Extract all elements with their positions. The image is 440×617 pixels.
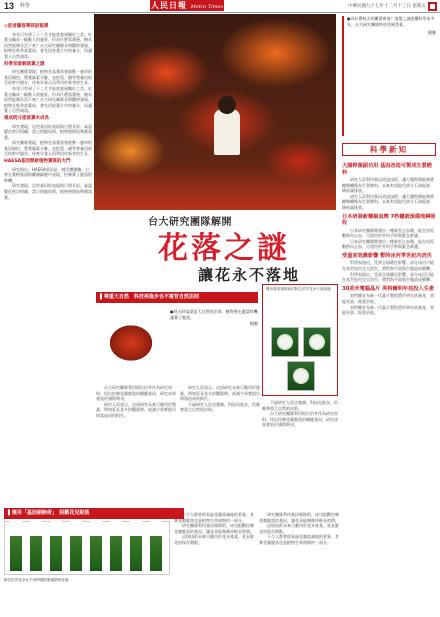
plant-image-5 [90, 521, 102, 571]
news-body-1: 研究人員利用基因改造技術，讓大腸桿菌能夠將糖類轉換為生質燃料，未來有望取代部分石油能源，降低碳排放。 [342, 177, 434, 194]
mid-quote-text: ●秋天時落葉是大自然的法則，植物會在適當時機讓葉子脫落。 [170, 309, 258, 320]
bottom-col-2-text-c: 不少人都曾經看過花瓣落滿地的景象，其實花瓣脫落也是植物生命週期的一部分。 [259, 534, 339, 545]
logo-subtext: Metro Times [190, 4, 224, 10]
person-figure [214, 109, 240, 155]
flower-image-3 [287, 361, 315, 391]
news-body-4b: 英特爾宣布新一代晶片製程將於明年底量產，效能更高、耗電更低。 [342, 304, 434, 316]
plant-image-4 [70, 521, 82, 571]
news-body-3: 科學家指出，受到全球暖化影響，部分冰河可能在本世紀內完全消失，將對海平面與生態造成衝擊。 [342, 260, 434, 272]
section-bar-nature: ▌尊重大自然 科技再進步也不違背自然法則 [96, 292, 258, 303]
section-bar-gene: ▌運用「基因剔除術」 阻斷花兒脫落 [4, 508, 184, 519]
flower-image-2 [303, 327, 331, 357]
mid-quote [170, 309, 258, 379]
pull-quote-text: ●為什麼秋天的楓葉會落？落葉之謎困擾科學家多年，台大研究團隊終於找到答案。 [347, 16, 435, 27]
science-news-title: 科學新知 [342, 143, 436, 156]
news-body-2b: 日本研究團隊開發出一種新型止血劑，能在短短數秒內止血，可望用於外科手術與緊急救護。 [342, 238, 434, 250]
mid-col-3-text-b: 台大研究團隊利用阿拉伯芥作為研究材料，找出控制花瓣脫落的關鍵基因，研究成果發表於國際期刊。 [262, 411, 338, 428]
headline-subtitle: 讓花永不落地 [198, 266, 301, 284]
newspaper-logo [150, 0, 224, 11]
page-header [0, 0, 440, 13]
plant-image-2 [30, 521, 42, 571]
left-body-2: 研究團隊發現，植物在落葉前會啟動一連串的基因調控，將葉綠素分解，並把氮、磷等營養回收至枝幹中儲存，待來年春天再利用於新芽的生長。 [4, 69, 92, 86]
plant-image-6 [110, 521, 122, 571]
header-square-icon [428, 2, 437, 11]
bottom-col-1-text-c: 這項技術未來可應用於花卉產業，延長鮮花的保存期限。 [174, 534, 254, 545]
left-subhead-1: 科學家破解落葉之謎 [4, 61, 45, 67]
left-body-4b: 研究發現，這些基因的表現與日照長短、氣溫變化密切相關，當日照縮短時，植物便開始準備落葉。 [4, 183, 92, 200]
plant-image-7 [130, 521, 142, 571]
plant-photo-caption: 阿拉伯芥花朵在不同時期的脫落情形比較 [4, 578, 69, 582]
news-body-3b: 科學家指出，受到全球暖化影響，部分冰河可能在本世紀內完全消失，將對海平面與生態造成衝擊。 [342, 271, 434, 283]
left-body-3b: 研究團隊發現，植物在落葉前會啟動一連串的基因調控，將葉綠素分解，並把氮、磷等營養回收至枝幹中儲存，待來年春天再利用於新芽的生長。 [4, 140, 92, 157]
person-head [218, 96, 236, 114]
left-body-2b: 每年只有到了十二月才能欣賞到楓紅之美。紅葉交織成一幅動人的風景，但為什麼落葉後，樹木依然能夠存活下來？台大研究團隊長期觀察發現，植物在秋季落葉前，會先回收葉片中的養分，再讓葉子自然凋落。 [4, 85, 92, 114]
plant-image-1 [10, 521, 22, 571]
plant-image-3 [50, 521, 62, 571]
section-label: 科學 [20, 3, 31, 9]
plant-series-photo [4, 521, 170, 575]
left-body-1: 每年只有到了十二月才能欣賞到楓紅之美。紅葉交織成一幅動人的風景，但為什麼落葉後，樹木依然能夠存活下來？台大研究團隊長期觀察發現，植物在秋季落葉前，會先回收葉片中的養分，再讓葉子自然凋落。 [4, 31, 92, 59]
mid-text-col-3 [262, 400, 338, 505]
page-number: 13 [4, 1, 15, 11]
mid-quote-author: 楊應 [250, 320, 258, 326]
pull-quote-author: 楊應 [428, 29, 436, 35]
mid-col-1-text: 台大研究團隊利用阿拉伯芥作為研究材料，找出控制花瓣脫落的關鍵基因，研究成果發表於國際期刊。 [96, 385, 176, 402]
plant-image-8 [150, 521, 162, 571]
main-headline: 花落之謎 [158, 231, 290, 266]
mid-text-col-2 [180, 385, 260, 505]
news-body-4: 英特爾宣布新一代晶片製程將於明年底量產，效能更高、耗電更低。 [342, 293, 434, 304]
news-head-1: 大腸桿菌副功用 基因改造可製成生質燃料 [342, 163, 432, 176]
ground-leaves [94, 164, 336, 210]
bottom-text-col-2 [259, 512, 339, 612]
news-head-3: 受溫室效應影響 暫時冰河季世紀內消失 [342, 252, 432, 259]
mid-col-2-text: 研究人員表示，這項研究未來可應用於農業，例如延長花卉的觀賞期，或減少果實提早掉落造成的損失。 [180, 385, 260, 402]
news-head-4: 30美米電腦晶片 英特爾明年底投入生產 [342, 285, 435, 292]
left-subhead-3: HAESA基因開啟植物葉落的大門 [4, 159, 71, 165]
flower-caption: 運用基因剔除術的阿拉伯芥花朵不會脫落 [266, 287, 331, 291]
left-body-3: 研究發現，這些基因的表現與日照長短、氣溫變化密切相關，當日照縮短時，植物便開始準備落葉。 [4, 123, 92, 140]
flower-image-1 [271, 327, 299, 357]
red-leaf-illustration [96, 305, 166, 381]
news-body-2: 日本研究團隊開發出一種新型止血劑，能在短短數秒內止血，可望用於外科手術與緊急救護。 [342, 227, 434, 239]
reporter-byline: ◎記者羅智華採訪報導 [4, 24, 49, 29]
issue-date: 中華民國九十七年十二月十三日 星期五 [348, 4, 426, 9]
left-subhead-2: 達成既分進落葉木成長 [4, 115, 49, 121]
mid-col-3-text: 不過研究人員也強調，科技再進步，仍應尊重大自然的法則。 [262, 400, 338, 411]
news-body-1b: 研究人員利用基因改造技術，讓大腸桿菌能夠將糖類轉換為生質燃料，未來有望取代部分石油能源，降低碳排放。 [342, 193, 434, 210]
flower-figure-box [262, 284, 338, 396]
mid-text-col-1 [96, 385, 176, 505]
bottom-col-2-text-b: 這項技術未來可應用於花卉產業，延長鮮花的保存期限。 [259, 523, 339, 534]
pull-quote [342, 16, 436, 136]
maple-leaves-photo [94, 14, 336, 210]
news-head-2: 日本研發新藥凝血劑 7秒鐘就預備地瞬吸收 [342, 213, 436, 227]
mid-col-1-text-b: 研究人員表示，這項研究未來可應用於農業，例如延長花卉的觀賞期，或減少果實提早掉落造成的損失。 [96, 401, 176, 418]
logo-text: 人民日報 [150, 0, 187, 10]
left-article-column [4, 22, 92, 507]
bottom-col-2-text: 研究團隊利用基因剔除術，成功阻斷控制花瓣脫落的基因，讓花朵能夠維持較長時間。 [259, 512, 339, 523]
mid-col-2-text-b: 不過研究人員也強調，科技再進步，仍應尊重大自然的法則。 [180, 401, 260, 413]
science-news-column [342, 160, 436, 612]
left-body-4: 研究指出，HAESA基因是一種受體激酶，它會在葉柄基部的離層細胞中表現，控制葉子脫落的時機。 [4, 166, 92, 183]
bottom-col-1-text: 不少人都曾經看過花瓣落滿地的景象，其實花瓣脫落也是植物生命週期的一部分。 [174, 512, 254, 523]
headline-kicker: 台大研究團隊解開 [148, 217, 232, 228]
bottom-text-col-1 [174, 512, 256, 612]
bottom-col-1-text-b: 研究團隊利用基因剔除術，成功阻斷控制花瓣脫落的基因，讓花朵能夠維持較長時間。 [174, 523, 254, 534]
